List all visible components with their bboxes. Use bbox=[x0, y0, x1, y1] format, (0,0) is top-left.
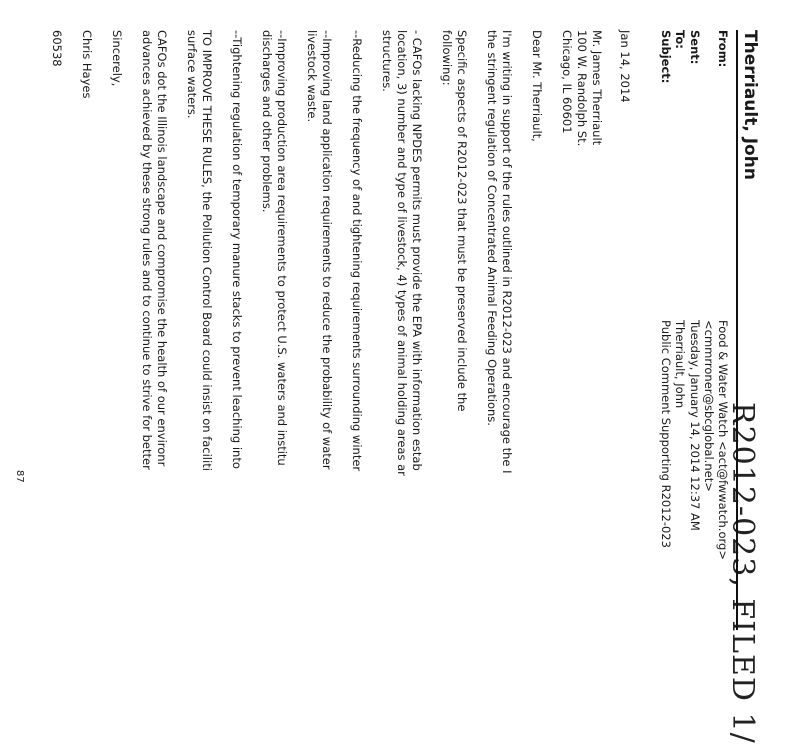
letter-date: Jan 14, 2014 bbox=[618, 30, 632, 103]
sent-label: Sent: bbox=[688, 30, 702, 65]
body-p6-line2: discharges and other problems. bbox=[260, 30, 274, 213]
subject-label: Subject: bbox=[659, 30, 673, 84]
to-label: To: bbox=[673, 30, 687, 49]
body-p5-line1: --Improving land application requirements to reduce the probability of water bbox=[320, 30, 334, 470]
to-value: Therriault, John bbox=[673, 320, 687, 409]
from-value-line2: <cmmrroner@sbcglobal.net> bbox=[702, 320, 716, 492]
sent-value: Tuesday, January 14, 2014 12:37 AM bbox=[688, 320, 702, 531]
body-p8-line2: surface waters. bbox=[185, 30, 199, 119]
filing-stamp: R2012-023, FILED 1/ bbox=[725, 402, 760, 744]
body-p7-line1: --Tightening regulation of temporary manure stacks to prevent leaching into bbox=[230, 30, 244, 469]
address-line1: Mr. James Therriault bbox=[590, 30, 604, 146]
sender-name: Therriault, John bbox=[736, 30, 760, 630]
body-p3-line2: location, 3) number and type of livestock, 4) types of animal holding areas ar bbox=[395, 30, 409, 476]
body-p6-line1: --Improving production area requirements to protect U.S. waters and institu bbox=[275, 30, 289, 466]
body-p1-line2: the stringent regulation of Concentrated Animal Feeding Operations. bbox=[485, 30, 499, 426]
zip-code: 60538 bbox=[50, 30, 64, 67]
body-p3-line3: structures. bbox=[380, 30, 394, 92]
salutation: Dear Mr. Therriault, bbox=[530, 30, 544, 142]
page-number: 87 bbox=[14, 470, 25, 483]
body-p9-line2: advances achieved by these strong rules and to continue to strive for better bbox=[140, 30, 154, 470]
body-p4-line1: --Reducing the frequency of and tightening requirements surrounding winter bbox=[350, 30, 364, 472]
address-line2: 100 W. Randolph St. bbox=[575, 30, 589, 147]
body-p2-line1: Specific aspects of R2012-023 that must be preserved include the bbox=[455, 30, 469, 412]
address-line3: Chicago, IL 60601 bbox=[560, 30, 574, 134]
body-p3-line1: - CAFOs lacking NPDES permits must provide the EPA with information estab bbox=[410, 30, 424, 471]
subject-value: Public Comment Supporting R2012-023 bbox=[659, 320, 673, 548]
closing: Sincerely, bbox=[110, 30, 124, 87]
body-p8-line1: TO IMPROVE THESE RULES, the Pollution Control Board could insist on faciliti bbox=[200, 30, 214, 471]
from-label: From: bbox=[716, 30, 730, 68]
signature-name: Chris Hayes bbox=[80, 30, 94, 99]
body-p1-line1: I'm writing in support of the rules outlined in R2012-023 and encourage the I bbox=[500, 30, 514, 474]
body-p5-line2: livestock waste. bbox=[305, 30, 319, 123]
body-p2-line2: following: bbox=[440, 30, 454, 86]
body-p9-line1: CAFOs dot the Illinois landscape and compromise the health of our environr bbox=[155, 30, 169, 467]
from-value-line1: Food & Water Watch <act@fwwatch.org> bbox=[716, 320, 730, 560]
